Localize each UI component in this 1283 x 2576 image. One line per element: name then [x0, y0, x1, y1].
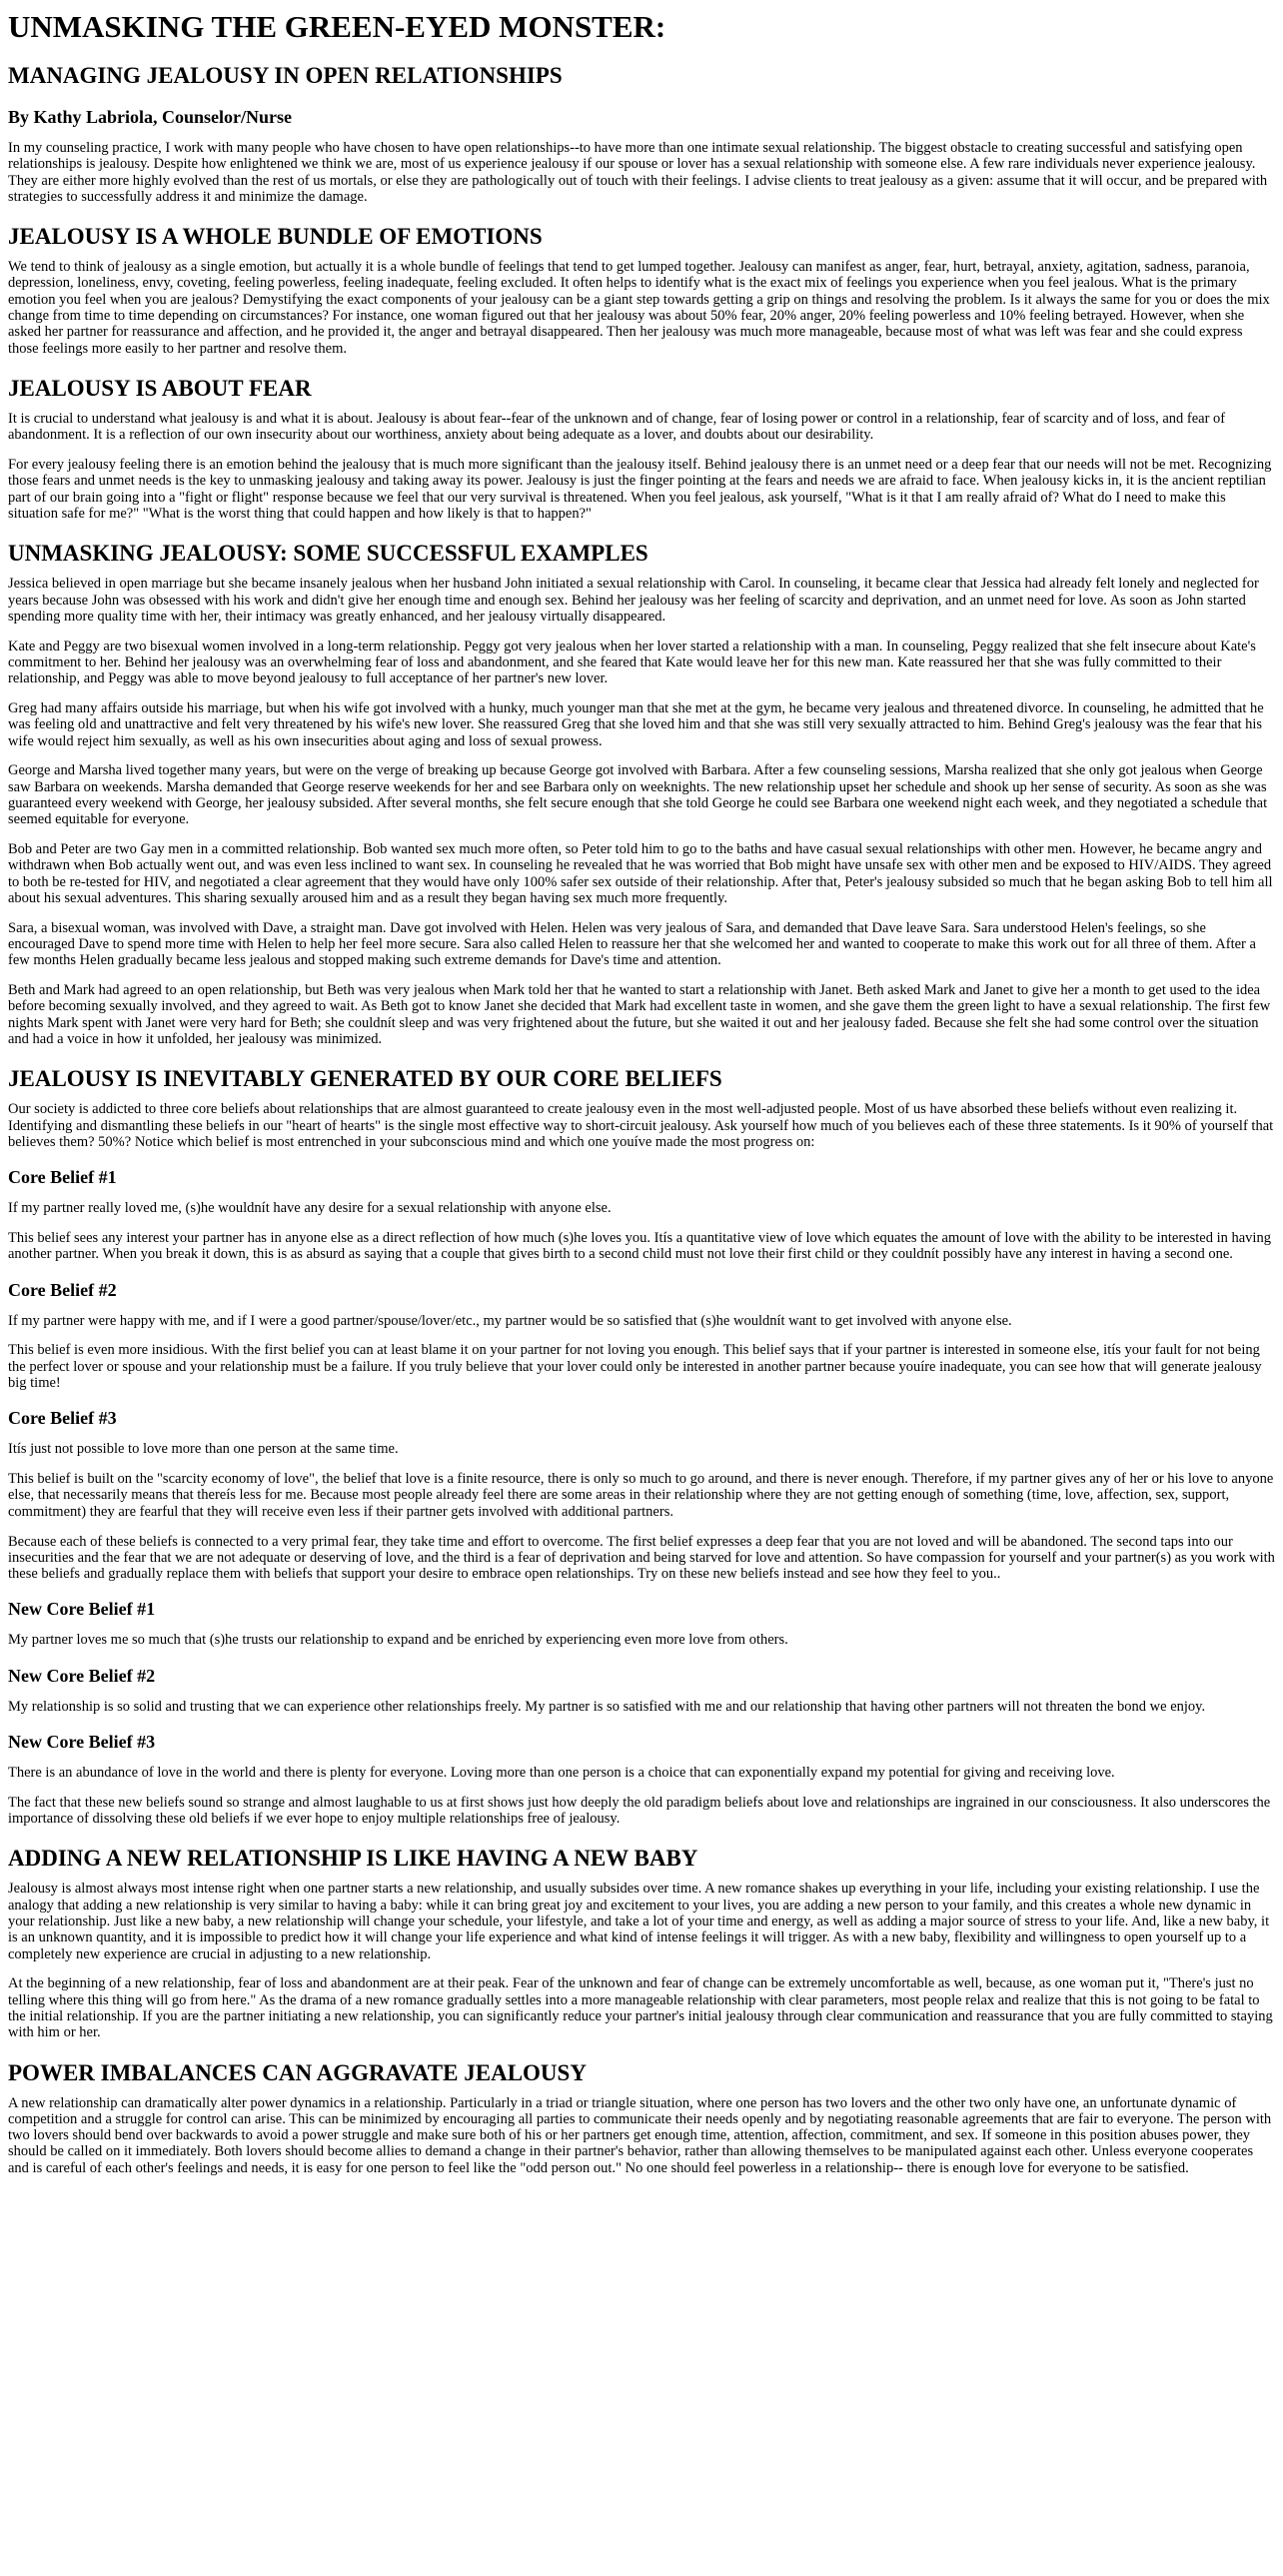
section-heading: JEALOUSY IS INEVITABLY GENERATED BY OUR CORE BELIEFS [8, 1066, 722, 1092]
section-heading: JEALOUSY IS ABOUT FEAR [8, 375, 312, 401]
paragraph: Bob and Peter are two Gay men in a committed relationship. Bob wanted sex much more often, so Peter told him to go to the baths and have casual sexual relationships with other men. However, he became angry and withdrawn when Bob actually went out, and was even less inclined to want sex. In counseling he revealed that he was worried that Bob might have unsafe sex with other men and be exposed to HIV/AIDS. They agreed to both be re-tested for HIV, and negotiated a clear agreement that they would have only 100% safer sex outside of their relationship. After that, Peter's jealousy subsided so much that he began asking Bob to tell him all about his sexual adventures. This sharing sexually aroused him and as a result they began having sex much more frequently. [8, 841, 1273, 906]
paragraph: Jealousy is almost always most intense right when one partner starts a new relationship, and usually subsides over time. A new romance shakes up everything in your life, including your existing relationship. I use the analogy that adding a new relationship is very similar to having a baby: while it can bring great joy and excitement to your lives, you are adding a new person to your family, and this creates a whole new dynamic in your relationship. Just like a new baby, a new relationship will change your schedule, your lifestyle, and take a lot of your time and energy, as well as adding a major source of stress to your life. And, like a new baby, it is an unknown quantity, and it is impossible to predict how it will change your life experience and what kind of intense feelings it will trigger. As with a new baby, flexibility and willingness to open yourself up to a completely new experience are crucial in adjusting to a new relationship. [8, 1881, 1270, 1962]
paragraph: This belief sees any interest your partner has in anyone else as a direct reflection of how much (s)he loves you. Itís a quantitative view of love which equates the amount of love with the ability to be interested in having another partner. When you break it down, this is as absurd as saying that a couple that gives birth to a second child must not love their first child or they couldnít possibly have any interest in having a second one. [8, 1230, 1271, 1263]
paragraph: Greg had many affairs outside his marriage, but when his wife got involved with a hunky, much younger man that she met at the gym, he became very jealous and threatened divorce. In counseling, he admitted that he was feeling old and unattractive and felt very threatened by his wife's new lover. She reassured Greg that she loved him and that she was still very sexually attracted to him. Behind Greg's jealousy was the fear that his wife would reject him sexually, as well as his own insecurities about aging and loss of sexual prowess. [8, 700, 1264, 749]
section-heading: ADDING A NEW RELATIONSHIP IS LIKE HAVING A NEW BABY [8, 1846, 698, 1872]
paragraph: If my partner were happy with me, and if I were a good partner/spouse/lover/etc., my partner would be so satisfied that (s)he wouldnít want to get involved with anyone else. [8, 1312, 1012, 1329]
section-heading: UNMASKING JEALOUSY: SOME SUCCESSFUL EXAMPLES [8, 541, 648, 567]
paragraph: This belief is built on the "scarcity economy of love", the belief that love is a finite resource, there is only so much to go around, and there is never enough. Therefore, if my partner gives any of her or his love to anyone else, that necessarily means that thereís less for me. Because most people already feel there are some areas in their relationship where they are not getting enough of something (time, love, affection, sex, support, commitment) they are fearful that they will receive even less if their partner gets involved with additional partners. [8, 1471, 1274, 1520]
new-core-belief-heading: New Core Belief #1 [8, 1599, 156, 1620]
paragraph: For every jealousy feeling there is an emotion behind the jealousy that is much more significant than the jealousy itself. Behind jealousy there is an unmet need or a deep fear that our needs will not be met. Recognizing those fears and unmet needs is the key to unmasking jealousy and taking away its power. Jealousy is just the finger pointing at the fears and needs we are afraid to face. When jealousy kicks in, it is the ancient reptilian part of our brain going into a "fight or flight" response because we feel that our very survival is threatened. When you feel jealous, ask yourself, "What is it that I am really afraid of? What do I need to make this situation safe for me?" "What is the worst thing that could happen and how likely is that to happen?" [8, 457, 1272, 522]
section-heading: JEALOUSY IS A WHOLE BUNDLE OF EMOTIONS [8, 224, 543, 250]
paragraph: Jessica believed in open marriage but she became insanely jealous when her husband John initiated a sexual relationship with Carol. In counseling, it became clear that Jessica had already felt lonely and neglected for years because John was obsessed with his work and didn't give her enough time and enough sex. Behind her jealousy was her feeling of scarcity and deprivation, and an unmet need for love. As soon as John started spending more quality time with her, their intimacy was greatly enhanced, and her jealousy virtually disappeared. [8, 576, 1259, 625]
paragraph: My partner loves me so much that (s)he trusts our relationship to expand and be enriched by experiencing even more love from others. [8, 1632, 788, 1649]
paragraph: The fact that these new beliefs sound so strange and almost laughable to us at first shows just how deeply the old paradigm beliefs about love and relationships are ingrained in our consciousness. It also underscores the importance of dissolving these old beliefs if we ever hope to enjoy multiple relationships free of jealousy. [8, 1794, 1271, 1828]
paragraph: Itís just not possible to love more than one person at the same time. [8, 1441, 399, 1458]
page-subtitle: MANAGING JEALOUSY IN OPEN RELATIONSHIPS [8, 63, 563, 88]
paragraph: It is crucial to understand what jealousy is and what it is about. Jealousy is about fear--fear of the unknown and of change, fear of losing power or control in a relationship, fear of scarcity and of loss, and fear of abandonment. It is a reflection of our own insecurity about our worthiness, anxiety about being adequate as a lover, and doubts about our desirability. [8, 410, 1226, 444]
page-title: UNMASKING THE GREEN-EYED MONSTER: [8, 9, 666, 44]
new-core-belief-heading: New Core Belief #2 [8, 1665, 156, 1686]
paragraph: Sara, a bisexual woman, was involved with Dave, a straight man. Dave got involved with Helen. Helen was very jealous of Sara, and demanded that Dave leave Sara. Sara understood Helen's feelings, so she encouraged Dave to spend more time with Helen to help her feel more secure. Sara also called Helen to reassure her that she welcomed her and wanted to cooperate to make this work out for all three of them. After a few months Helen gradually became less jealous and stopped making such extreme demands for Dave's time and attention. [8, 919, 1256, 969]
intro-paragraph: In my counseling practice, I work with many people who have chosen to have open relationships--to have more than one intimate sexual relationship. The biggest obstacle to creating successful and satisfying open relationships is jealousy. Despite how enlightened we think we are, most of us experience jealousy if our spouse or lover has a sexual relationship with someone else. A few rare individuals never experience jealousy. They are either more highly evolved than the rest of us mortals, or else they are pathologically out of touch with their feelings. I advise clients to treat jealousy as a given: assume that it will occur, and be prepared with strategies to successfully address it and minimize the damage. [8, 140, 1268, 205]
paragraph: This belief is even more insidious. With the first belief you can at least blame it on your partner for not loving you enough. This belief says that if your partner is interested in someone else, itís your fault for not being the perfect lover or spouse and your relationship must be a failure. If you truly believe that your lover could only be interested in another partner because youíre inadequate, you can see how that will generate jealousy big time! [8, 1342, 1262, 1392]
paragraph: At the beginning of a new relationship, fear of loss and abandonment are at their peak. Fear of the unknown and fear of change can be extremely uncomfortable as well, because, as one woman put it, "There's just no telling where this thing will go from here." As the drama of a new romance gradually settles into a more manageable relationship with clear parameters, most people relax and realize that this is not going to be fatal to the initial relationship. If you are the partner initiating a new relationship, you can significantly reduce your partner's initial jealousy through clear communication and reassurance that you are fully committed to staying with him or her. [8, 1975, 1273, 2041]
core-belief-heading: Core Belief #1 [8, 1167, 117, 1188]
paragraph: There is an abundance of love in the world and there is plenty for everyone. Loving more than one person is a choice that can exponentially expand my potential for giving and receiving love. [8, 1765, 1115, 1782]
paragraph: Beth and Mark had agreed to an open relationship, but Beth was very jealous when Mark told her that he wanted to start a relationship with Janet. Beth asked Mark and Janet to give her a month to get used to the idea before becoming sexually involved, and they agreed to wait. As Beth got to know Janet she decided that Mark had excellent taste in women, and she gave them the green light to have a sexual relationship. The first few nights Mark spent with Janet were very hard for Beth; she couldnít sleep and was very frightened about the future, but she waited it out and her jealousy faded. Because she felt she had some control over the situation and had a voice in how it unfolded, her jealousy was minimized. [8, 982, 1271, 1048]
paragraph: George and Marsha lived together many years, but were on the verge of breaking up because George got involved with Barbara. After a few counseling sessions, Marsha realized that she only got jealous when George saw Barbara on weekends. Marsha demanded that George reserve weekends for her and see Barbara only on weeknights. The new relationship upset her schedule and shook up her sense of security. As soon as she was guaranteed every weekend with George, her jealousy subsided. After several months, she felt secure enough that she told George he could see Barbara one weekend night each week, and they negotiated a schedule that seemed equitable for everyone. [8, 762, 1268, 828]
paragraph: My relationship is so solid and trusting that we can experience other relationships freely. My partner is so satisfied with me and our relationship that having other partners will not threaten the bond we enjoy. [8, 1698, 1206, 1715]
paragraph: Kate and Peggy are two bisexual women involved in a long-term relationship. Peggy got very jealous when her lover started a relationship with a man. In counseling, Peggy realized that she felt insecure about Kate's commitment to her. Behind her jealousy was an overwhelming fear of loss and abandonment, and she feared that Kate would leave her for this new man. Kate reassured her that she was fully committed to their relationship, and Peggy was able to move beyond jealousy to full acceptance of her partner's new lover. [8, 638, 1256, 687]
core-belief-heading: Core Belief #2 [8, 1279, 117, 1300]
core-belief-heading: Core Belief #3 [8, 1408, 117, 1429]
section-heading: POWER IMBALANCES CAN AGGRAVATE JEALOUSY [8, 2059, 587, 2085]
paragraph: Our society is addicted to three core beliefs about relationships that are almost guaranteed to create jealousy even in the most well-adjusted people. Most of us have absorbed these beliefs without even realizing it. Identifying and dismantling these beliefs in our "heart of hearts" is the single most effective way to short-circuit jealousy. Ask yourself how much of you believes each of these three statements. Is it 90% of yourself that believes them? 50%? Notice which belief is most entrenched in your subconscious mind and which one youíve made the most progress on: [8, 1101, 1274, 1150]
paragraph: Because each of these beliefs is connected to a very primal fear, they take time and effort to overcome. The first belief expresses a deep fear that you are not loved and will be abandoned. The second taps into our insecurities and the fear that we are not adequate or deserving of love, and the third is a fear of deprivation and being starved for love and attention. So have compassion for yourself and your partner(s) as you work with these beliefs and gradually replace them with beliefs that support your desire to embrace open relationships. Try on these new beliefs instead and see how they feel to you.. [8, 1533, 1275, 1583]
paragraph: We tend to think of jealousy as a single emotion, but actually it is a whole bundle of feelings that tend to get lumped together. Jealousy can manifest as anger, fear, hurt, betrayal, anxiety, agitation, sadness, paranoia, depression, loneliness, envy, coveting, feeling powerless, feeling inadequate, feeling excluded. It often helps to identify what is the exact mix of feelings you experience when you feel jealous. What is the primary emotion you feel when you are jealous? Demystifying the exact components of your jealousy can be a giant step towards getting a grip on things and resolving the problem. Is it always the same for you or does the mix change from time to time depending on circumstances? For instance, one woman figured out that her jealousy was about 50% fear, 20% anger, 20% feeling powerless and 10% feeling betrayed. However, when she asked her partner for reassurance and affection, and he provided it, the anger and betrayal disappeared. Then her jealousy was much more manageable, because most of what was left was fear and she could express those feelings more easily to her partner and resolve them. [8, 259, 1270, 357]
paragraph: A new relationship can dramatically alter power dynamics in a relationship. Particularly in a triad or triangle situation, where one person has two lovers and the other two only have one, an unfortunate dynamic of competition and a struggle for control can arise. This can be minimized by encouraging all parties to communicate their needs openly and by negotiating reasonable agreements that are fair to everyone. The person with two lovers should bend over backwards to avoid a power struggle and make sure both of his or her partners get enough time, attention, affection, commitment, and sex. If someone in this position abuses power, they should be called on it immediately. Both lovers should become allies to demand a change in their partner's behavior, rather than allowing themselves to be manipulated against each other. Unless everyone cooperates and is careful of each other's feelings and needs, it is easy for one person to feel like the "odd person out." No one should feel powerless in a relationship-- there is enough love for everyone to be satisfied. [8, 2094, 1272, 2176]
byline: By Kathy Labriola, Counselor/Nurse [8, 107, 293, 127]
new-core-belief-heading: New Core Belief #3 [8, 1732, 156, 1753]
paragraph: If my partner really loved me, (s)he wouldnít have any desire for a sexual relationship with anyone else. [8, 1200, 612, 1217]
article [0, 10, 1283, 2176]
